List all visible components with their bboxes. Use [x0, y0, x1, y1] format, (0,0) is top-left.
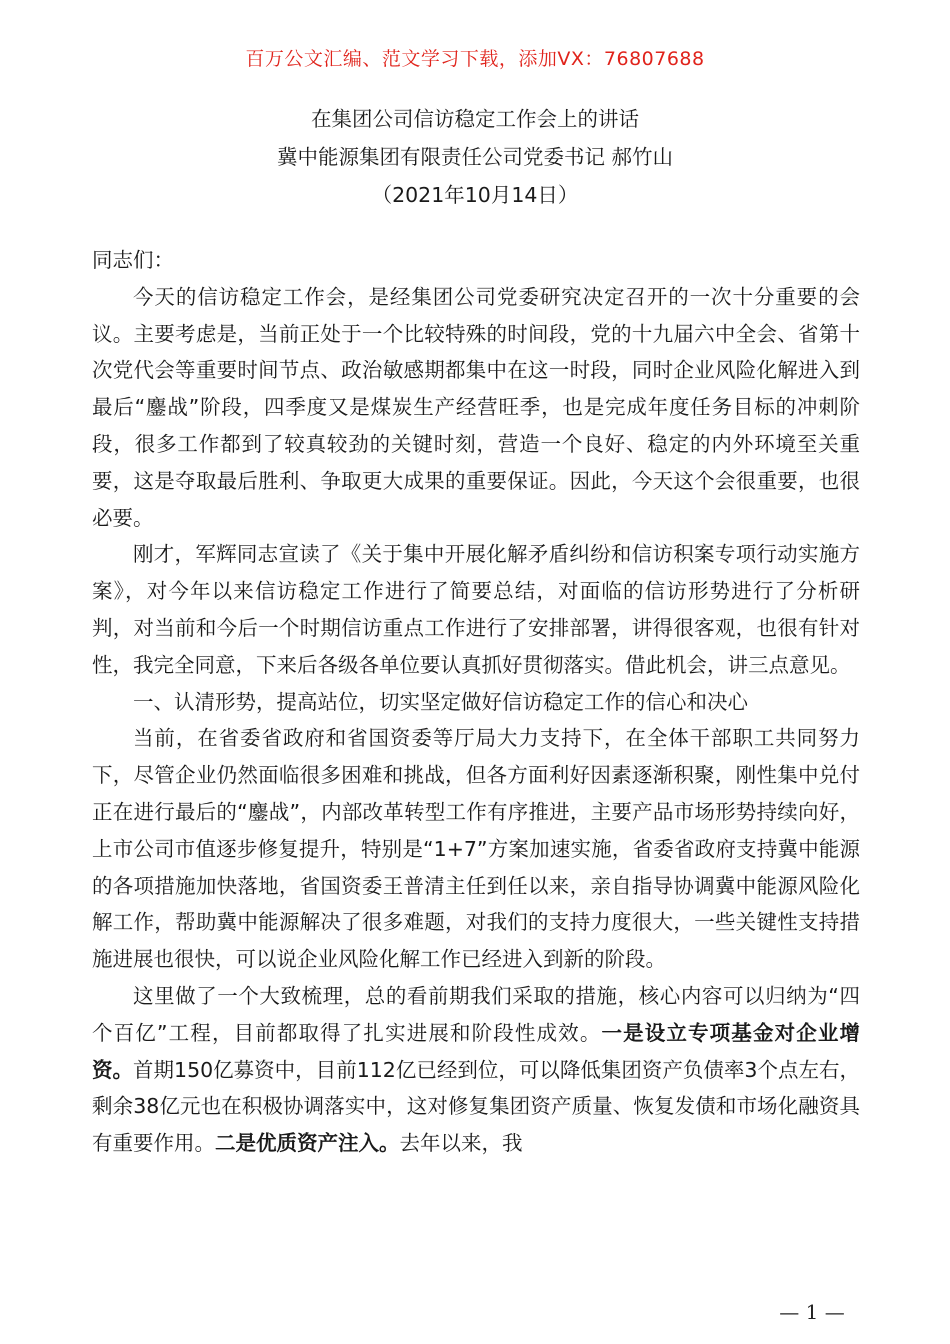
paragraph-4: [92, 978, 860, 1162]
point-two-text: 去年以来，我: [399, 1131, 523, 1156]
title-block: [0, 100, 950, 214]
paragraph-4-intro: 这里做了一个大致梳理，总的看前期我们采取的措施，核心内容可以归纳为“四个百亿”工程，目前都取得了扎实进展和阶段性成效。: [92, 983, 860, 1045]
point-one-heading: 一是设立专项基金对企业增资。: [92, 1020, 861, 1082]
paragraph-1: 今天的信访稳定工作会，是经集团公司党委研究决定召开的一次十分重要的会议。主要考虑是，当前正处于一个比较特殊的时间段，党的十九届六中全会、省第十次党代会等重要时间节点、政治敏感期都集中在这一时段，同时企业风险化解进入到最后“鏖战”阶段，四季度又是煤炭生产经营旺季，也是完成年度任务目标的冲刺阶段，很多工作都到了较真较劲的关键时刻，营造一个良好、稳定的内外环境至关重要，这是夺取最后胜利、争取更大成果的重要保证。因此，今天这个会很重要，也很必要。: [92, 284, 860, 530]
point-one-text: 首期150亿募资中，目前112亿已经到位，可以降低集团资产负债率3个点左右，剩余38亿元也在积极协调落实中，这对修复集团资产质量、恢复发债和市场化融资具有重要作用。: [92, 1057, 860, 1156]
speech-body: [92, 242, 860, 1162]
section-heading-1: 一、认清形势，提高站位，切实坚定做好信访稳定工作的信心和决心: [133, 689, 748, 714]
salutation: 同志们：: [92, 248, 174, 272]
download-banner: 百万公文汇编、范文学习下载，添加VX：76807688: [245, 48, 705, 70]
page-number: — 1 —: [779, 1300, 845, 1324]
paragraph-3: 当前，在省委省政府和省国资委等厅局大力支持下，在全体干部职工共同努力下，尽管企业仍然面临很多困难和挑战，但各方面利好因素逐渐积聚，刚性集中兑付正在进行最后的“鏖战”，内部改革转型工作有序推进，主要产品市场形势持续向好，上市公司市值逐步修复提升，特别是“1+7”方案加速实施，省委省政府支持冀中能源的各项措施加快落地，省国资委王普清主任到任以来，亲自指导协调冀中能源风险化解工作，帮助冀中能源解决了很多难题，对我们的支持力度很大，一些关键性支持措施进展也很快，可以说企业风险化解工作已经进入到新的阶段。: [92, 726, 860, 972]
paragraph-2: 刚才，军辉同志宣读了《关于集中开展化解矛盾纠纷和信访积案专项行动实施方案》，对今年以来信访稳定工作进行了简要总结，对面临的信访形势进行了分析研判，对当前和今后一个时期信访重点工作进行了安排部署，讲得很客观，也很有针对性，我完全同意，下来后各级各单位要认真抓好贯彻落实。借此机会，讲三点意见。: [92, 542, 860, 677]
speech-date: （2021年10月14日）: [371, 183, 579, 207]
speech-title: 在集团公司信访稳定工作会上的讲话: [311, 107, 639, 131]
speaker-line: 冀中能源集团有限责任公司党委书记 郝竹山: [276, 145, 673, 169]
point-two-heading: 二是优质资产注入。: [215, 1131, 400, 1156]
